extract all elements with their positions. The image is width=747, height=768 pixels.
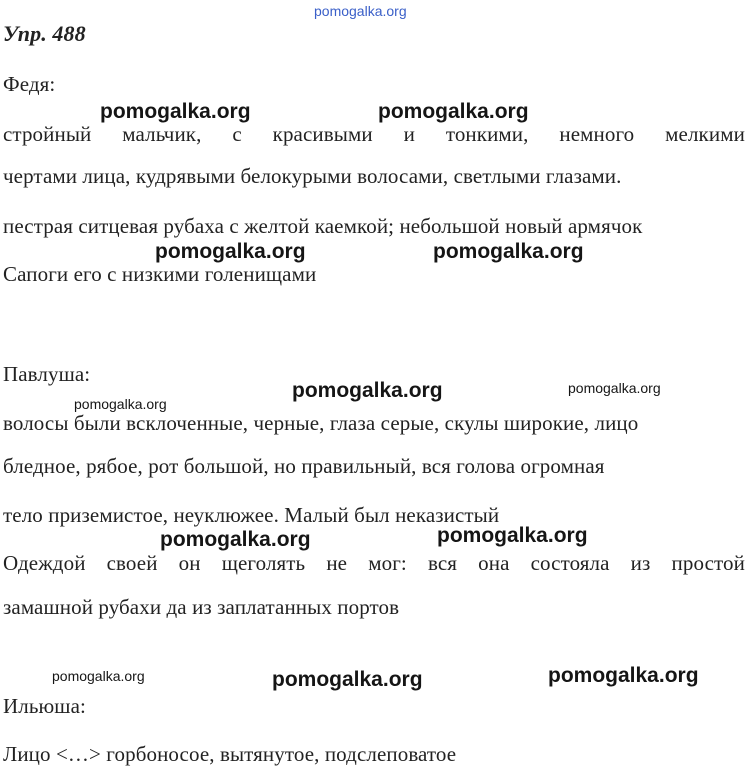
word: Одеждой	[3, 551, 86, 575]
fedya-line-2: чертами лица, кудрявыми белокурыми волосами, светлыми глазами.	[3, 164, 622, 188]
word: не	[326, 551, 348, 575]
word: она	[478, 551, 510, 575]
word: мальчик,	[122, 122, 202, 146]
fedya-line-3: пестрая ситцевая рубаха с желтой каемкой; небольшой новый армячок	[3, 214, 643, 238]
pavlusha-line-4	[3, 551, 745, 575]
word: своей	[106, 551, 158, 575]
word: из	[630, 551, 651, 575]
word: мелкими	[665, 122, 745, 146]
ilyusha-line-1: Лицо <…> горбоносое, вытянутое, подслеповатое	[3, 742, 457, 766]
watermark-top: pomogalka.org	[314, 3, 407, 19]
word: щеголять	[221, 551, 306, 575]
word: простой	[671, 551, 745, 575]
word: он	[178, 551, 201, 575]
word: с	[232, 122, 242, 146]
pavlusha-heading: Павлуша:	[3, 362, 91, 386]
word: красивыми	[272, 122, 373, 146]
word: и	[403, 122, 415, 146]
fedya-line-4: Сапоги его с низкими голенищами	[3, 262, 317, 286]
watermark: pomogalka.org	[100, 100, 251, 123]
fedya-heading: Федя:	[3, 72, 56, 96]
exercise-title: Упр. 488	[3, 21, 86, 46]
pavlusha-line-1: волосы были всклоченные, черные, глаза серые, скулы широкие, лицо	[3, 411, 639, 435]
pavlusha-line-3: тело приземистое, неуклюжее. Малый был неказистый	[3, 503, 500, 527]
watermark: pomogalka.org	[292, 379, 443, 402]
word: вся	[427, 551, 458, 575]
word: немного	[559, 122, 635, 146]
pavlusha-line-2: бледное, рябое, рот большой, но правильный, вся голова огромная	[3, 454, 605, 478]
watermark: pomogalka.org	[272, 668, 423, 691]
watermark: pomogalka.org	[74, 396, 167, 412]
watermark: pomogalka.org	[548, 664, 699, 687]
watermark: pomogalka.org	[568, 380, 661, 396]
word: стройный	[3, 122, 92, 146]
fedya-line-1	[3, 122, 745, 146]
watermark: pomogalka.org	[437, 524, 588, 547]
ilyusha-heading: Ильюша:	[3, 694, 86, 718]
watermark: pomogalka.org	[52, 668, 145, 684]
watermark: pomogalka.org	[378, 100, 529, 123]
watermark: pomogalka.org	[160, 528, 311, 551]
watermark: pomogalka.org	[155, 240, 306, 263]
watermark: pomogalka.org	[433, 240, 584, 263]
word: состояла	[530, 551, 610, 575]
word: тонкими,	[445, 122, 529, 146]
word: мог:	[368, 551, 407, 575]
pavlusha-line-5: замашной рубахи да из заплатанных портов	[3, 595, 400, 619]
